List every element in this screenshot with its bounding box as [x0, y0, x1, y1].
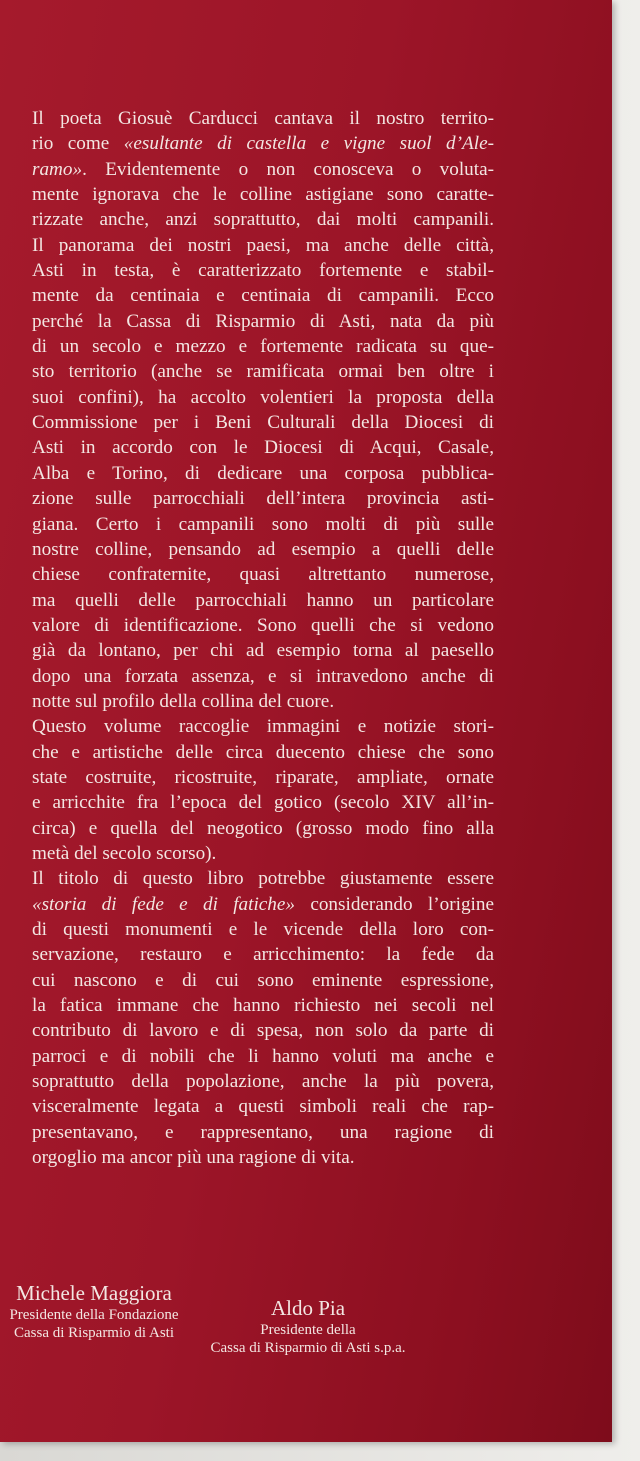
text-segment: Alba e Torino, di dedicare una corposa pubblica- — [32, 462, 494, 484]
text-segment: Il titolo di questo libro potrebbe giustamente essere — [32, 868, 494, 890]
text-line — [32, 562, 494, 587]
text-line — [32, 968, 494, 993]
text-segment: considerando l’origine — [295, 893, 494, 915]
text-segment: sto territorio (anche se ramificata ormai ben oltre i — [32, 361, 494, 383]
text-line — [32, 207, 494, 232]
text-line — [32, 993, 494, 1018]
text-line — [32, 740, 494, 765]
quoted-italic-text: «esultante di castella e vigne suol d’Ale- — [123, 133, 494, 155]
text-line — [32, 157, 494, 182]
text-segment: circa) e quella del neogotico (grosso modo fino alla — [32, 817, 494, 839]
text-segment: nostre colline, pensando ad esempio a quelli delle — [32, 538, 494, 560]
text-segment: di questi monumenti e le vicende della loro con- — [32, 919, 494, 940]
text-line — [32, 942, 494, 967]
signatory-name: Michele Maggiora — [16, 1281, 172, 1305]
text-segment: zione sulle parrocchiali dell’intera provincia asti- — [32, 488, 494, 510]
text-segment: Asti in testa, è caratterizzato fortemente e stabil- — [32, 260, 494, 282]
text-segment: visceralmente legata a questi simboli reali che rap- — [32, 1096, 494, 1118]
text-line — [32, 1069, 494, 1094]
signatory-role: Presidente della Fondazione — [9, 1307, 179, 1323]
text-line — [32, 258, 494, 283]
text-segment: chiese confraternite, quasi altrettanto numerose, — [32, 564, 494, 586]
text-segment: parroci e di nobili che li hanno voluti ma anche e — [32, 1045, 494, 1067]
text-line — [32, 714, 494, 739]
text-line — [32, 892, 494, 917]
text-segment: valore di identificazione. Sono quelli che si vedono — [32, 614, 494, 636]
text-line — [32, 359, 494, 384]
text-segment: perché la Cassa di Risparmio di Asti, nata da più — [32, 310, 494, 332]
text-segment: soprattutto della popolazione, anche la più povera, — [32, 1071, 494, 1093]
text-segment: orgoglio ma ancor più una ragione di vita. — [32, 1147, 355, 1169]
text-segment: rizzate anche, anzi soprattutto, dai molti campanili. — [32, 209, 494, 231]
text-line — [32, 917, 494, 942]
paragraph — [32, 714, 494, 866]
signatory-role: Cassa di Risparmio di Asti — [13, 1325, 174, 1341]
text-line — [32, 131, 494, 156]
text-segment: metà del secolo scorso). — [32, 842, 217, 864]
text-segment: presentavano, e rappresentano, una ragione di — [32, 1121, 494, 1143]
text-segment: Il panorama dei nostri paesi, ma anche delle città, — [32, 234, 494, 256]
text-line — [32, 461, 494, 486]
text-line — [32, 816, 494, 841]
text-segment: che e artistiche delle circa duecento chiese che sono — [32, 741, 494, 763]
quoted-italic-text: «storia di fede e di fatiche» — [32, 893, 296, 915]
text-line — [32, 638, 494, 663]
text-line — [32, 1145, 494, 1170]
text-line — [32, 613, 494, 638]
text-line — [32, 106, 494, 131]
text-line — [32, 866, 494, 891]
text-segment: mente da centinaia e centinaia di campanili. Ecco — [32, 285, 494, 307]
text-segment: Commissione per i Beni Culturali della Diocesi di — [32, 412, 494, 434]
text-line — [32, 790, 494, 815]
text-segment: Questo volume raccoglie immagini e notizie stori- — [32, 716, 494, 738]
text-line — [32, 1044, 494, 1069]
text-line — [32, 1094, 494, 1119]
signatory-role: Presidente della — [260, 1322, 356, 1338]
text-segment: ma quelli delle parrocchiali hanno un particolare — [32, 589, 494, 611]
text-line — [32, 283, 494, 308]
text-segment: notte sul profilo della collina del cuore. — [32, 690, 335, 712]
text-segment: Il poeta Giosuè Carducci cantava il nostro territo- — [32, 108, 494, 129]
text-segment: la fatica immane che hanno richiesto nei secoli nel — [32, 995, 494, 1017]
signature-pia — [210, 1295, 406, 1357]
text-line — [32, 334, 494, 359]
text-segment: di un secolo e mezzo e fortemente radicata su que- — [32, 336, 494, 358]
text-line — [32, 765, 494, 790]
text-segment: già da lontano, per chi ad esempio torna al paesello — [32, 640, 494, 662]
paragraph — [32, 106, 494, 714]
text-line — [32, 841, 494, 866]
text-segment: servazione, restauro e arricchimento: la fede da — [32, 944, 494, 966]
quoted-italic-text: ramo» — [32, 158, 83, 180]
text-line — [32, 664, 494, 689]
text-segment: Asti in accordo con le Diocesi di Acqui, Casale, — [32, 437, 494, 459]
text-line — [32, 309, 494, 334]
signature-maggiora — [2, 1280, 186, 1342]
text-line — [32, 1018, 494, 1043]
signatory-name: Aldo Pia — [270, 1296, 346, 1320]
body-text — [32, 106, 494, 1170]
text-line — [32, 1120, 494, 1145]
text-segment: giana. Certo i campanili sono molti di più sulle — [32, 513, 494, 535]
text-segment: suoi confini), ha accolto volentieri la proposta della — [32, 386, 494, 408]
text-line — [32, 486, 494, 511]
text-segment: state costruite, ricostruite, riparate, ampliate, ornate — [32, 766, 494, 788]
text-line — [32, 588, 494, 613]
text-segment: . Evidentemente o non conosceva o voluta- — [82, 158, 494, 180]
text-line — [32, 410, 494, 435]
text-line — [32, 385, 494, 410]
signatory-role: Cassa di Risparmio di Asti s.p.a. — [210, 1340, 406, 1356]
text-segment: dopo una forzata assenza, e si intravedono anche di — [32, 665, 494, 687]
text-segment: e arricchite fra l’epoca del gotico (secolo XIV all’in- — [32, 792, 494, 814]
text-segment: contributo di lavoro e di spesa, non solo da parte di — [32, 1020, 494, 1042]
text-line — [32, 435, 494, 460]
text-line — [32, 182, 494, 207]
text-line — [32, 689, 494, 714]
text-segment: mente ignorava che le colline astigiane sono caratte- — [32, 184, 494, 206]
text-line — [32, 512, 494, 537]
text-segment: rio come — [32, 133, 124, 155]
text-line — [32, 537, 494, 562]
text-line — [32, 233, 494, 258]
paragraph — [32, 866, 494, 1170]
text-segment: cui nascono e di cui sono eminente espressione, — [32, 969, 494, 991]
